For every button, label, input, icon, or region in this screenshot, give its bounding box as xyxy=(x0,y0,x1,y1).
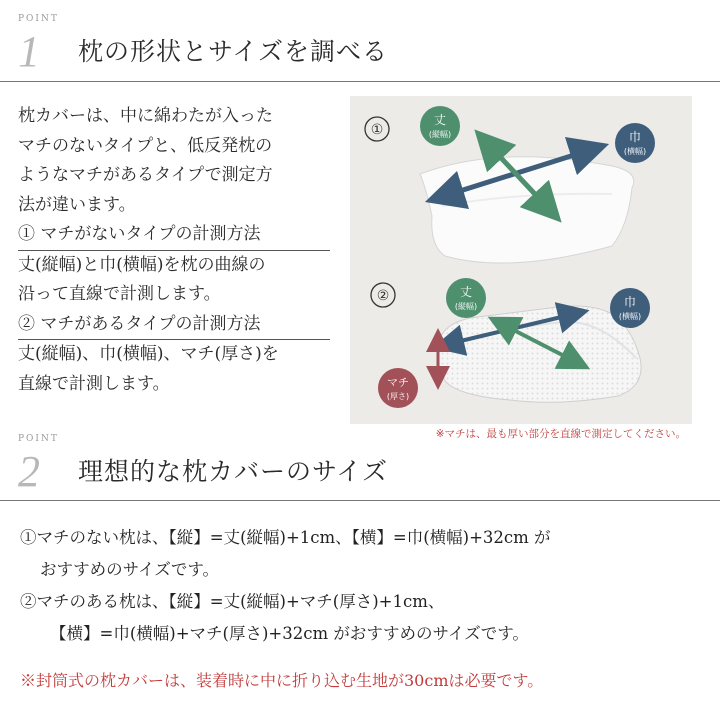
point-number: 1 xyxy=(18,27,40,76)
section-title: 枕の形状とサイズを調べる xyxy=(78,37,389,66)
section-title: 理想的な枕カバーのサイズ xyxy=(78,457,389,486)
intro-line: ようなマチがあるタイプで測定方 xyxy=(18,165,273,185)
haba-badge-1 xyxy=(615,123,655,163)
point-number: 2 xyxy=(18,447,40,496)
method1-line: 丈(縦幅)と巾(横幅)を枕の曲線の xyxy=(18,254,266,275)
size-line: ②マチのある枕は、【縦】=丈(縦幅)+マチ(厚さ)+1cm、 xyxy=(20,592,445,611)
intro-line: 枕カバーは、中に綿わたが入った xyxy=(18,106,273,126)
size-line: おすすめのサイズです。 xyxy=(40,560,220,579)
svg-text:丈: 丈 xyxy=(459,285,473,299)
svg-text:(縦幅): (縦幅) xyxy=(428,130,452,139)
method2-line: 丈(縦幅)、巾(横幅)、マチ(厚さ)を xyxy=(18,344,279,364)
method2-line: 直線で計測します。 xyxy=(18,373,170,394)
method2-heading: ② マチがあるタイプの計測方法 xyxy=(18,310,330,341)
section1-body xyxy=(18,102,330,399)
method1-line: 沿って直線で計測します。 xyxy=(18,284,221,304)
svg-text:(横幅): (横幅) xyxy=(623,147,647,156)
svg-text:マチ: マチ xyxy=(387,376,409,389)
method1-heading: ① マチがないタイプの計測方法 xyxy=(18,220,330,251)
intro-line: 法が違います。 xyxy=(18,194,136,215)
take-badge-1 xyxy=(420,106,460,146)
number-1-label: ① xyxy=(370,122,384,138)
machi-badge xyxy=(378,368,418,408)
figure-caption: ※マチは、最も厚い部分を直線で測定してください。 xyxy=(435,428,686,440)
section2-body xyxy=(20,522,710,650)
svg-text:巾: 巾 xyxy=(623,295,637,309)
svg-text:丈: 丈 xyxy=(433,113,447,127)
soft-pillow-shape xyxy=(420,157,634,263)
point-label: POINT xyxy=(18,14,59,24)
svg-text:(横幅): (横幅) xyxy=(618,312,642,321)
take-badge-2 xyxy=(446,278,486,318)
svg-text:(縦幅): (縦幅) xyxy=(454,302,478,311)
size-line: 【横】=巾(横幅)+マチ(厚さ)+32cm がおすすめのサイズです。 xyxy=(50,624,529,643)
svg-text:巾: 巾 xyxy=(628,130,642,144)
divider xyxy=(0,500,720,501)
point-label: POINT xyxy=(18,434,59,444)
pillow-measurement-figure xyxy=(350,96,692,424)
svg-text:(厚さ): (厚さ) xyxy=(386,392,410,401)
intro-line: マチのないタイプと、低反発枕の xyxy=(18,135,273,156)
size-line: ①マチのない枕は、【縦】=丈(縦幅)+1cm、【横】=巾(横幅)+32cm が xyxy=(20,528,551,547)
number-2-label: ② xyxy=(376,288,390,304)
pillow-illustration xyxy=(350,96,692,424)
envelope-note: ※封筒式の枕カバーは、装着時に中に折り込む生地が30cmは必要です。 xyxy=(20,671,544,690)
divider xyxy=(0,81,720,82)
haba-badge-2 xyxy=(610,288,650,328)
